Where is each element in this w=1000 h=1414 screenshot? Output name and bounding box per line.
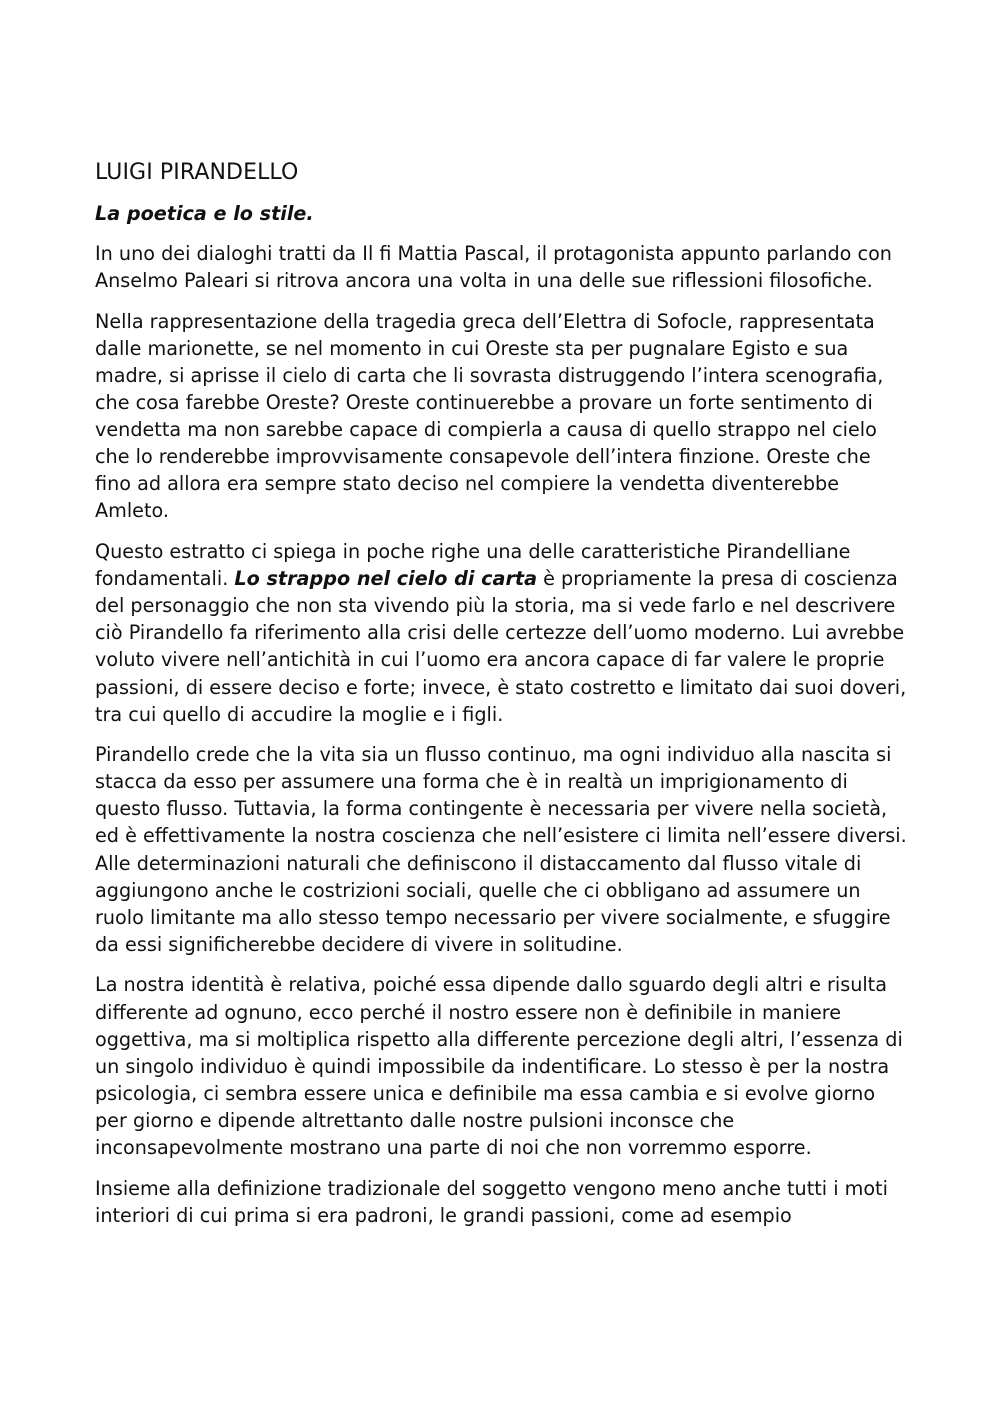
section-heading: La poetica e lo stile. <box>95 202 314 225</box>
paragraph-3-rest: è propriamente la presa di coscienza del personaggio che non sta vivendo più la storia, ma si vede farlo e nel descrivere ciò Pirandello fa riferimento alla crisi delle certezze dell’uomo moderno. Lui avrebbe voluto vivere nell’antichità in cui l’uomo era ancora capace di far valere le proprie passioni, di essere deciso e forte; invece, è stato costretto e limitato dai suoi doveri, tra cui quello di accudire la moglie e i figli. <box>95 567 907 726</box>
paragraph-3-lead: Questo estratto ci spiega in poche righe una delle caratteristiche Pirandelliane fondamentali. <box>95 540 851 591</box>
paragraph-1: In uno dei dialoghi tratti da Il fi Mattia Pascal, il protagonista appunto parlando con Anselmo Paleari si ritrova ancora una volta in una delle sue riflessioni filosofiche. <box>95 242 892 293</box>
emphasized-phrase: Lo strappo nel cielo di carta <box>234 567 538 591</box>
document-page <box>95 158 907 1242</box>
paragraph-2: Nella rappresentazione della tragedia greca dell’Elettra di Sofocle, rappresentata dalle marionette, se nel momento in cui Oreste sta per pugnalare Egisto e sua madre, si aprisse il cielo di carta che li sovrasta distruggendo l’intera scenografia, che cosa farebbe Oreste? Oreste continuerebbe a provare un forte sentimento di vendetta ma non sarebbe capace di compierla a causa di quello strappo nel cielo che lo renderebbe improvvisamente consapevole dell’intera finzione. Oreste che fino ad allora era sempre stato deciso nel compiere la vendetta diventerebbe Amleto. <box>95 309 884 523</box>
paragraph-5: La nostra identità è relativa, poiché essa dipende dallo sguardo degli altri e risulta differente ad ognuno, ecco perché il nostro essere non è definibile in maniere oggettiva, ma si moltiplica rispetto alla differente percezione degli altri, l’essenza di un singolo individuo è quindi impossibile da indentificare. Lo stesso è per la nostra psicologia, ci sembra essere unica e definibile ma essa cambia e si evolve giorno per giorno e dipende altrettanto dalle nostre pulsioni inconsce che inconsapevolmente mostrano una parte di noi che non vorremmo esporre. <box>95 973 903 1159</box>
paragraph-3 <box>95 538 907 728</box>
paragraph-4: Pirandello crede che la vita sia un flusso continuo, ma ogni individuo alla nascita si stacca da esso per assumere una forma che è in realtà un imprigionamento di questo flusso. Tuttavia, la forma contingente è necessaria per vivere nella società, ed è effettivamente la nostra coscienza che nell’esistere ci limita nell’essere diversi. Alle determinazioni naturali che definiscono il distaccamento dal flusso vitale di aggiungono anche le costrizioni sociali, quelle che ci obbligano ad assumere un ruolo limitante ma allo stesso tempo necessario per vivere socialmente, e sfuggire da essi significherebbe decidere di vivere in solitudine. <box>95 743 907 956</box>
document-title: LUIGI PIRANDELLO <box>95 160 299 185</box>
paragraph-6: Insieme alla definizione tradizionale del soggetto vengono meno anche tutti i moti interiori di cui prima si era padroni, le grandi passioni, come ad esempio <box>95 1176 888 1227</box>
